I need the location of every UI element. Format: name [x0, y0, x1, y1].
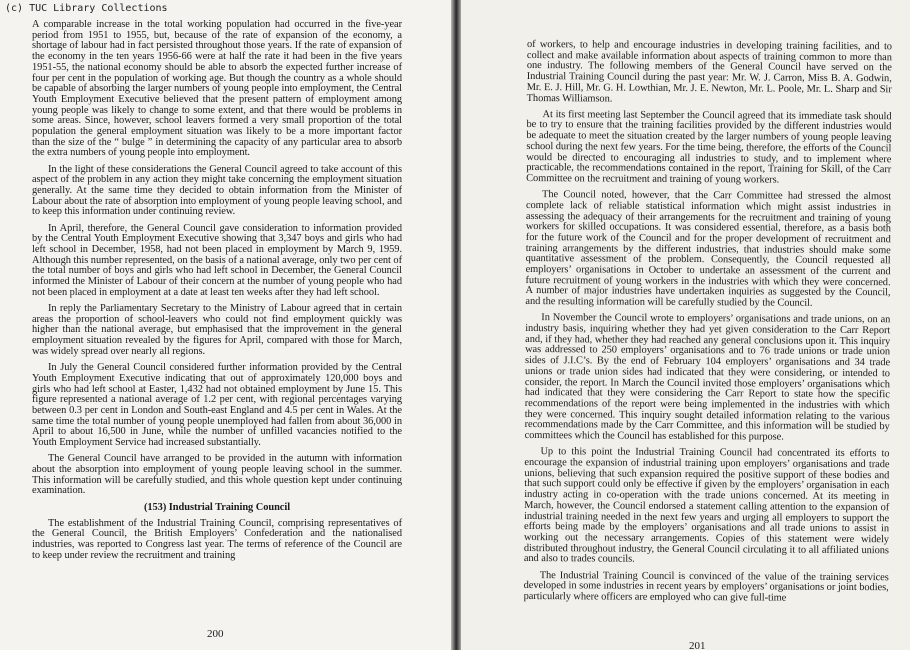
- left-paragraph-1: A comparable increase in the total working population had occurred in the five-year period from 1951 to 1955, but, because of the rate of expansion of the economy, a shortage of labour had in fact persisted throughout those years. If the rate of expansion of the economy in the ten years 1956-66 were at half the rate it had been in the five years 1951-55, the national economy should be able to absorb the expected further increase of four per cent in the population of working age. But though the country as a whole should be capable of absorbing the larger numbers of young people into employment, the Central Youth Employment Executive believed that the present pattern of employment among young people was likely to change to some extent, and that there would be problems in some areas. Since, however, school leavers formed a very small proportion of the total population the general employment situation was likely to be a more important factor than the size of the “ bulge ” in determining the capacity of any particular area to absorb the extra numbers of young people into employment.: [32, 19, 402, 159]
- left-paragraph-2: In the light of these considerations the General Council agreed to take account of this aspect of the problem in any action they might take concerning the employment situation generally. At the same time they decided to obtain information from the Minister of Labour about the rate of absorption into employment of young people leaving school, and to keep this information under continuing review.: [32, 163, 402, 218]
- right-paragraph-5: Up to this point the Industrial Training Council had concentrated its efforts to encourage the expansion of industrial training upon employers’ organisations and trade unions, believing that such expansion required the positive support of these bodies and that such support could only be effective if given by the employers’ organisation in each industry acting in co-operation with the trade unions concerned. At its meeting in March, however, the Council endorsed a statement calling attention to the expansion of industrial training needed in the next few years and urging all employers to support the efforts being made by the employers’ organisations and all trade unions to assist in working out the necessary arrangements. Copies of this statement were widely distributed throughout industry, the General Council circulating it to all affiliated unions and also to trades councils.: [523, 446, 890, 566]
- watermark: (c) TUC Library Collections: [5, 3, 168, 14]
- page-number-left: 200: [207, 628, 224, 640]
- right-paragraph-2: At its first meeting last September the Council agreed that its immediate task should be to try to ensure that the training facilities provided by the different industries would be adequate to meet the situation created by the larger numbers of young people leaving school during the next few years. For the time being, therefore, the efforts of the Council would be directed to encouraging all industries to study, and to implement where practicable, the recommendations contained in the report, Training for Skill, of the Carr Committee on the recruitment and training of young workers.: [526, 108, 892, 186]
- left-paragraph-3: In April, therefore, the General Council gave consideration to information provided by the Central Youth Employment Executive showing that 3,347 boys and girls who had left school in December, 1958, had not been placed in employment by March 9, 1959. Although this number represented, on the basis of a national average, only two per cent of the total number of boys and girls who had left school in December, the General Council informed the Minister of Labour of their concern at the number of young people who had not been placed in employment at a date at least ten weeks after they had left school.: [32, 222, 402, 298]
- left-paragraph-5: In July the General Council considered further information provided by the Central Youth Employment Executive indicating that out of approximately 120,000 boys and girls who had left school at Easter, 1,432 had not obtained employment by June 15. This figure represented a national average of 1.2 per cent, with regional percentages varying between 0.3 per cent in London and South-east England and 4.5 per cent in Wales. At the same time the total number of young people unemployed had fallen from about 36,000 in April to about 16,500 in June, while the number of unfilled vacancies notified to the Youth Employment Service had increased substantially.: [32, 362, 402, 449]
- right-page: [461, 0, 910, 650]
- left-paragraph-7: The establishment of the Industrial Training Council, comprising representatives of the General Council, the British Employers’ Confederation and the nationalised industries, was reported to Congress last year. The terms of reference of the Council are to keep under review the recruitment and training: [32, 517, 402, 561]
- right-paragraph-6: The Industrial Training Council is convinced of the value of the training services developed in some industries in recent years by employers’ organisations or joint bodies, particularly where officers are employed who can give full-time: [523, 569, 889, 604]
- right-paragraph-4: In November the Council wrote to employers’ organisations and trade unions, on an industry basis, inquiring whether they had yet given consideration to the Carr Report and, if they had, whether they had reached any general conclusions upon it. This inquiry was addressed to 250 employers’ organisations and to 76 trade unions or trade union sides of J.I.C’s. By the end of February 104 employers’ organisations and 34 trade unions or trade union sides had indicated that they were considering, or intended to consider, the report. In March the Council invited those employers’ organisations which had indicated that they were considering the Carr Report to state how the specific recommendations of the report were being implemented in the industries with which they were concerned. This inquiry sought detailed information relating to the various recommendations made by the Carr Committee, and this information will be studied by committees which the Council has established for this purpose.: [524, 312, 891, 443]
- left-text-column: [32, 20, 402, 567]
- page-number-right: 201: [689, 640, 706, 650]
- right-text-column: [524, 40, 892, 610]
- right-paragraph-1: of workers, to help and encourage industries in developing training facilities, and to collect and make available information about aspects of training common to more than one industry. The following members of the General Council have served on the Industrial Training Council during the past year: Mr. W. J. Carron, Miss B. A. Godwin, Mr. E. J. Hill, Mr. G. H. Lowthian, Mr. J. E. Newton, Mr. L. Poole, Mr. L. Sharp and Sir Thomas Williamson.: [526, 39, 892, 105]
- left-paragraph-6: The General Council have arranged to be provided in the autumn with information about the absorption into employment of young people leaving school in the summer. This information will be carefully studied, and this whole question kept under continuing examination.: [32, 453, 402, 497]
- left-paragraph-4: In reply the Parliamentary Secretary to the Ministry of Labour agreed that in certain areas the proportion of school-leavers who could not find employment quickly was higher than the national average, but emphasised that the improvement in the general employment situation revealed by the figures for April, compared with those for March, was widely spread over nearly all regions.: [32, 303, 402, 357]
- book-gutter: [451, 0, 461, 650]
- right-paragraph-3: The Council noted, however, that the Carr Committee had stressed the almost complete lack of reliable statistical information which might assist industries in assessing the adequacy of their arrangements for the recruitment and training of young workers for skilled occupations. It was considered essential, therefore, as a basis both for the future work of the Council and for the proper development of recruitment and training arrangements by the different industries, that industries should make some quantitative assessment of the problem. Consequently, the Council requested all employers’ organisations in October to undertake an assessment of the current and future recruitment of young workers in the industries with which they were concerned. A number of major industries have undertaken inquiries as suggested by the Council, and the resulting information will be carefully studied by the Council.: [525, 189, 892, 309]
- left-page: [0, 0, 451, 650]
- section-heading: (153) Industrial Training Council: [143, 502, 291, 514]
